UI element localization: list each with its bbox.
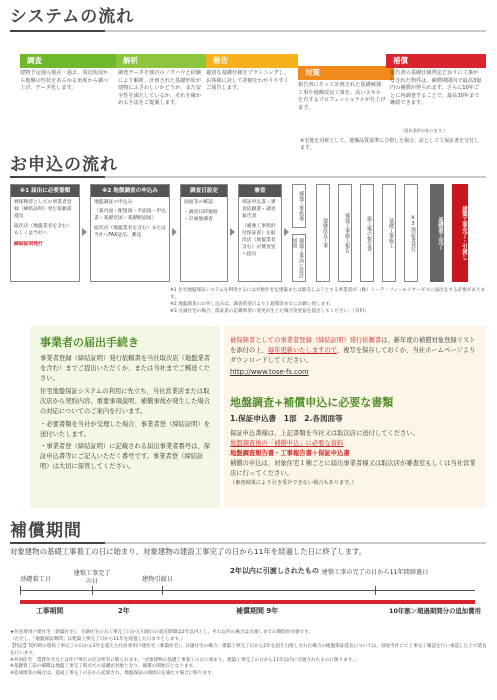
documents-p1: 保証申込書様は、上記書類を当社又は取次店に送付してください。 [230,430,419,437]
documents-p4: 補償の申込は、対象住宅１棟ごとに届出事業者様又は取次店が審査室もしくは当社営業店に行ってください。 [230,460,476,478]
vstep-post-report: 施工後の報告書 [360,184,374,282]
warranty-footnote: （ただし、「地盤保証期間」は建築工事完了日から11年を経過した日までとします。） [10,636,186,642]
vstep-construction-report: 補強工事施工報告 [338,184,352,282]
stage-warranty-text: 報告書の基礎仕様判定どおりに工事がなされた物件は、補償期間内で最高3億円の補償が得られます。さらに10年ごとに再調査することで、最長30年まで継続できます。 [390,70,482,107]
warranty-footnote: ※基礎着工前の補償は地盤工事完了時点での基礎が対象となり、補償の開始日となります。 [10,664,198,670]
apply-note-1: ※1 住宅地盤保証システムを利用するには対象住宅を建築または販売しようとする事業者が（株）トーテ・フィールドサービスに届出をする必要があります。 [170,288,486,300]
step-review-line2: （補強工事指針付保証書）を取次店（地盤業者含む）が審査室へ提出 [242,223,276,257]
step-registration-line3: 締結証明発行 [14,241,43,247]
warranty-footnotes [10,630,488,678]
system-footnote: ※宅地を対象として、地盤品質基準に合格した場合、証としてて保証書を交付します。 [300,138,480,152]
step-survey-line2: （案内図・配置図・平面図・申込書・基礎伏図・基礎断面図） [94,208,166,221]
step-schedule [180,184,228,282]
step-survey-request [90,184,170,282]
system-title-rule [10,30,486,32]
documents-subtitle: 1.保証申込書 1部 2.各図面等 [230,414,343,423]
registration-body [40,354,212,472]
tl-tick [92,586,93,595]
step-review [238,184,282,282]
website-link[interactable]: http://www.tose-fs.com [230,368,309,377]
tl-within2: 2年以内に引渡しされたもの [230,567,319,575]
step-schedule-head: 調査日設定 [181,185,227,197]
documents-intro [230,336,480,378]
step-registration-head: ※1 届出に必要書類 [11,185,79,197]
tl-bar-2years [92,600,162,604]
tl-done: 建築工事完了の日 [73,570,111,586]
flow-arrow [172,228,177,236]
documents-intro-rest: は、新年度の補償対象登録リストを添付の上、 [230,337,476,355]
stage-measures-head: 対策 [298,66,394,80]
step-registration-line1: 被保険者としての事業者登録（締結証明）発行依頼書提出 [14,200,72,219]
registration-para-3: ・必要書類を当社が受理した場合、事業者登（締結証明）を送付いたします。 [40,421,211,439]
stage-analysis-head: 解析 [116,54,212,68]
documents-panel [224,326,486,508]
stage-measures-text: 報告書にそって計画された基礎補強工事や地盤改良工事を、高いスキルを有するプロフェッショナルが仕上げます。 [298,82,386,111]
step-schedule-line1: 図面等の確認 [184,200,213,205]
step-survey-line1: 地盤調査の申込み [94,200,133,205]
tl-tick [375,586,376,595]
warranty-footnote: 【特記】契約時の別段工事完了の日から2年を超えた住居専用戸建住宅（新築住宅）、分譲住宅の場合：建築工事完了日から2年を超え引渡しされた場合の地盤保証延長については、別途当社にて工事完了確認を行い承認した上で延長を行います。 [10,643,487,656]
stage-survey-head: 調査 [20,54,116,68]
registration-para-2: 住宅地盤保証システムの利用に先立ち、当社営業店または取次店から契約内容、重要事項説明、補償事故が発生した場合の対応についてのご案内を行います。 [40,388,211,416]
warranty-footnote: ※造成地等の場合は、造成工事完了の日から起算され、地盤保証の開始日を満たす場合に限ります。 [10,671,216,677]
registration-panel [30,326,220,508]
warranty-footnote: ★住居専用戸建住宅（新築住宅）、分譲住宅のみ工事完了日から引渡日の延長期間は2年以内とし、それ以外の場合は引渡しまでの期間が対象です。 [10,630,313,635]
tl-11years: 建築工事の完了の日から11年間経過日 [321,569,429,576]
flow-arrow [82,228,87,236]
tl-bar-extension [375,600,475,604]
tl-bar-construction [20,600,92,604]
vstep-reinforce-design: 補強工事前に設計図面 [292,234,306,282]
stage-warranty-note: （延長条件があります。） [400,128,448,133]
step-survey-request-head: ※2 地盤調査の申込み [91,185,169,197]
tl-2years-label: 2年 [118,607,130,615]
vstep-foundation-work: 基礎工事施工 [382,184,396,282]
stage-survey-text: 建物予定地の現在・過去、周辺状況から地盤の性状をあらゆる角度から調べ上げ、データ化します。 [20,70,109,92]
system-section-title: システムの流れ [10,7,135,27]
registration-para-4: ・事業者登（締結証明）に記載される届出事業者番号は、保証申込書等にご記入いただく番号です。事業者登（締結証明）は大切に保管してください。 [40,442,211,470]
stage-warranty-head: 補償 [386,54,486,68]
step-survey-line3: 取次店（地盤業者を含む）または当社へFAX送信、郵送 [94,225,166,238]
apply-title-rule [10,176,486,178]
stage-report-head: 報告 [206,54,298,68]
flow-arrow [230,228,235,236]
step-review-head: 審査 [239,185,281,197]
registration-title: 事業者の届出手続き [40,336,139,349]
tl-construction-label: 工事期間 [36,607,64,615]
apply-note-3: ※3 分譲住宅の場合、保証書の記載事項に変更が生じた場合変更届を提出してください。（有料） [170,308,369,314]
documents-p3: 地盤調査報告書・工事報告書＋保証申込書 [230,450,350,458]
documents-title: 地盤調査+補償申込に必要な書類 [230,396,394,409]
step-registration [10,184,80,282]
apply-section-title: お申込の流れ [10,155,118,175]
tl-bar-9years [162,600,375,604]
stage-analysis-text: 調査データを独自のノウハウと経験により解析、計画された基礎形状が建物にふさわしいかどうか、また安全性を満たしているか、それを確かめる手法をご提案します。 [118,70,202,107]
documents-intro-red: 被保険者としての事業者登録（締結証明）発行依頼書 [230,337,382,344]
documents-intro-under: 毎年更新いたしますので [267,347,337,355]
step-schedule-line3: ・計画地調査 [184,216,213,222]
documents-p5: （審査結果により引き受けできない場合もあります。） [230,480,357,487]
vstep-certificate: ※3保証書発行 [404,184,418,282]
tl-start: 基礎着工日 [20,576,51,583]
vstep-handover: 建築工事完了・引渡し [452,184,468,282]
documents-intro-end: 、複写を保存しておくか、当社ホームページよりダウンロードしてください。 [230,347,476,365]
flow-arrow [284,228,289,236]
vstep-reinforce-guide: 補強工事指導 [292,184,306,228]
warranty-footnote: ※共同住宅 賃貸住宅などは住戸単位の区分所有に限られます。「対象建物の基礎工事着工の日に始まり、建築工事完了の日から11年以内に引渡されたものに限ります。」 [10,657,359,663]
tl-tick [162,586,163,595]
documents-p2: 地盤調査後の「補償申込」に必要な資料 [230,440,344,448]
stage-report-text: 適切な基礎仕様をプランニングし、お客様に対して詳細をわかりやすくご報告します。 [206,70,290,92]
documents-body [230,429,480,488]
tl-handover: 建物引渡日 [142,576,173,583]
apply-notes [170,288,486,316]
step-schedule-line2: ・調査日時連絡 [184,209,218,215]
registration-para-1: 事業者登録（締結証明）発行依頼書を当社取次店（地盤業者を含む）までご提出いただくか、または当社までご郵送ください。 [40,355,211,383]
vstep-ground-improve: 地盤改良工事 [316,184,330,282]
tl-extension-label: 10年割ン超過期間分の追加費用 [389,607,481,615]
tl-tick [20,586,21,595]
warranty-lead: 対象建物の基礎工事着工の日に始まり、対象建物の建設工事完了の日から11年を経過した日に終了します。 [10,547,367,556]
warranty-title-rule [10,542,486,544]
step-review-line1: 保証申込書・審査依頼書・調査報告書 [242,200,276,219]
tl-9years-label: 補償期間 9年 [236,607,279,615]
step-registration-line2: 取次店（地盤業者を含む）もしくは当社へ [14,223,72,236]
apply-note-2: ※2 地盤調査のお申し込みは、調査希望日より１週間前までにお願い致します。 [170,301,335,307]
tl-axis [20,590,475,591]
warranty-section-title: 補償期間 [10,521,82,541]
vstep-foundation-done: 基礎着工完了 [430,184,444,282]
